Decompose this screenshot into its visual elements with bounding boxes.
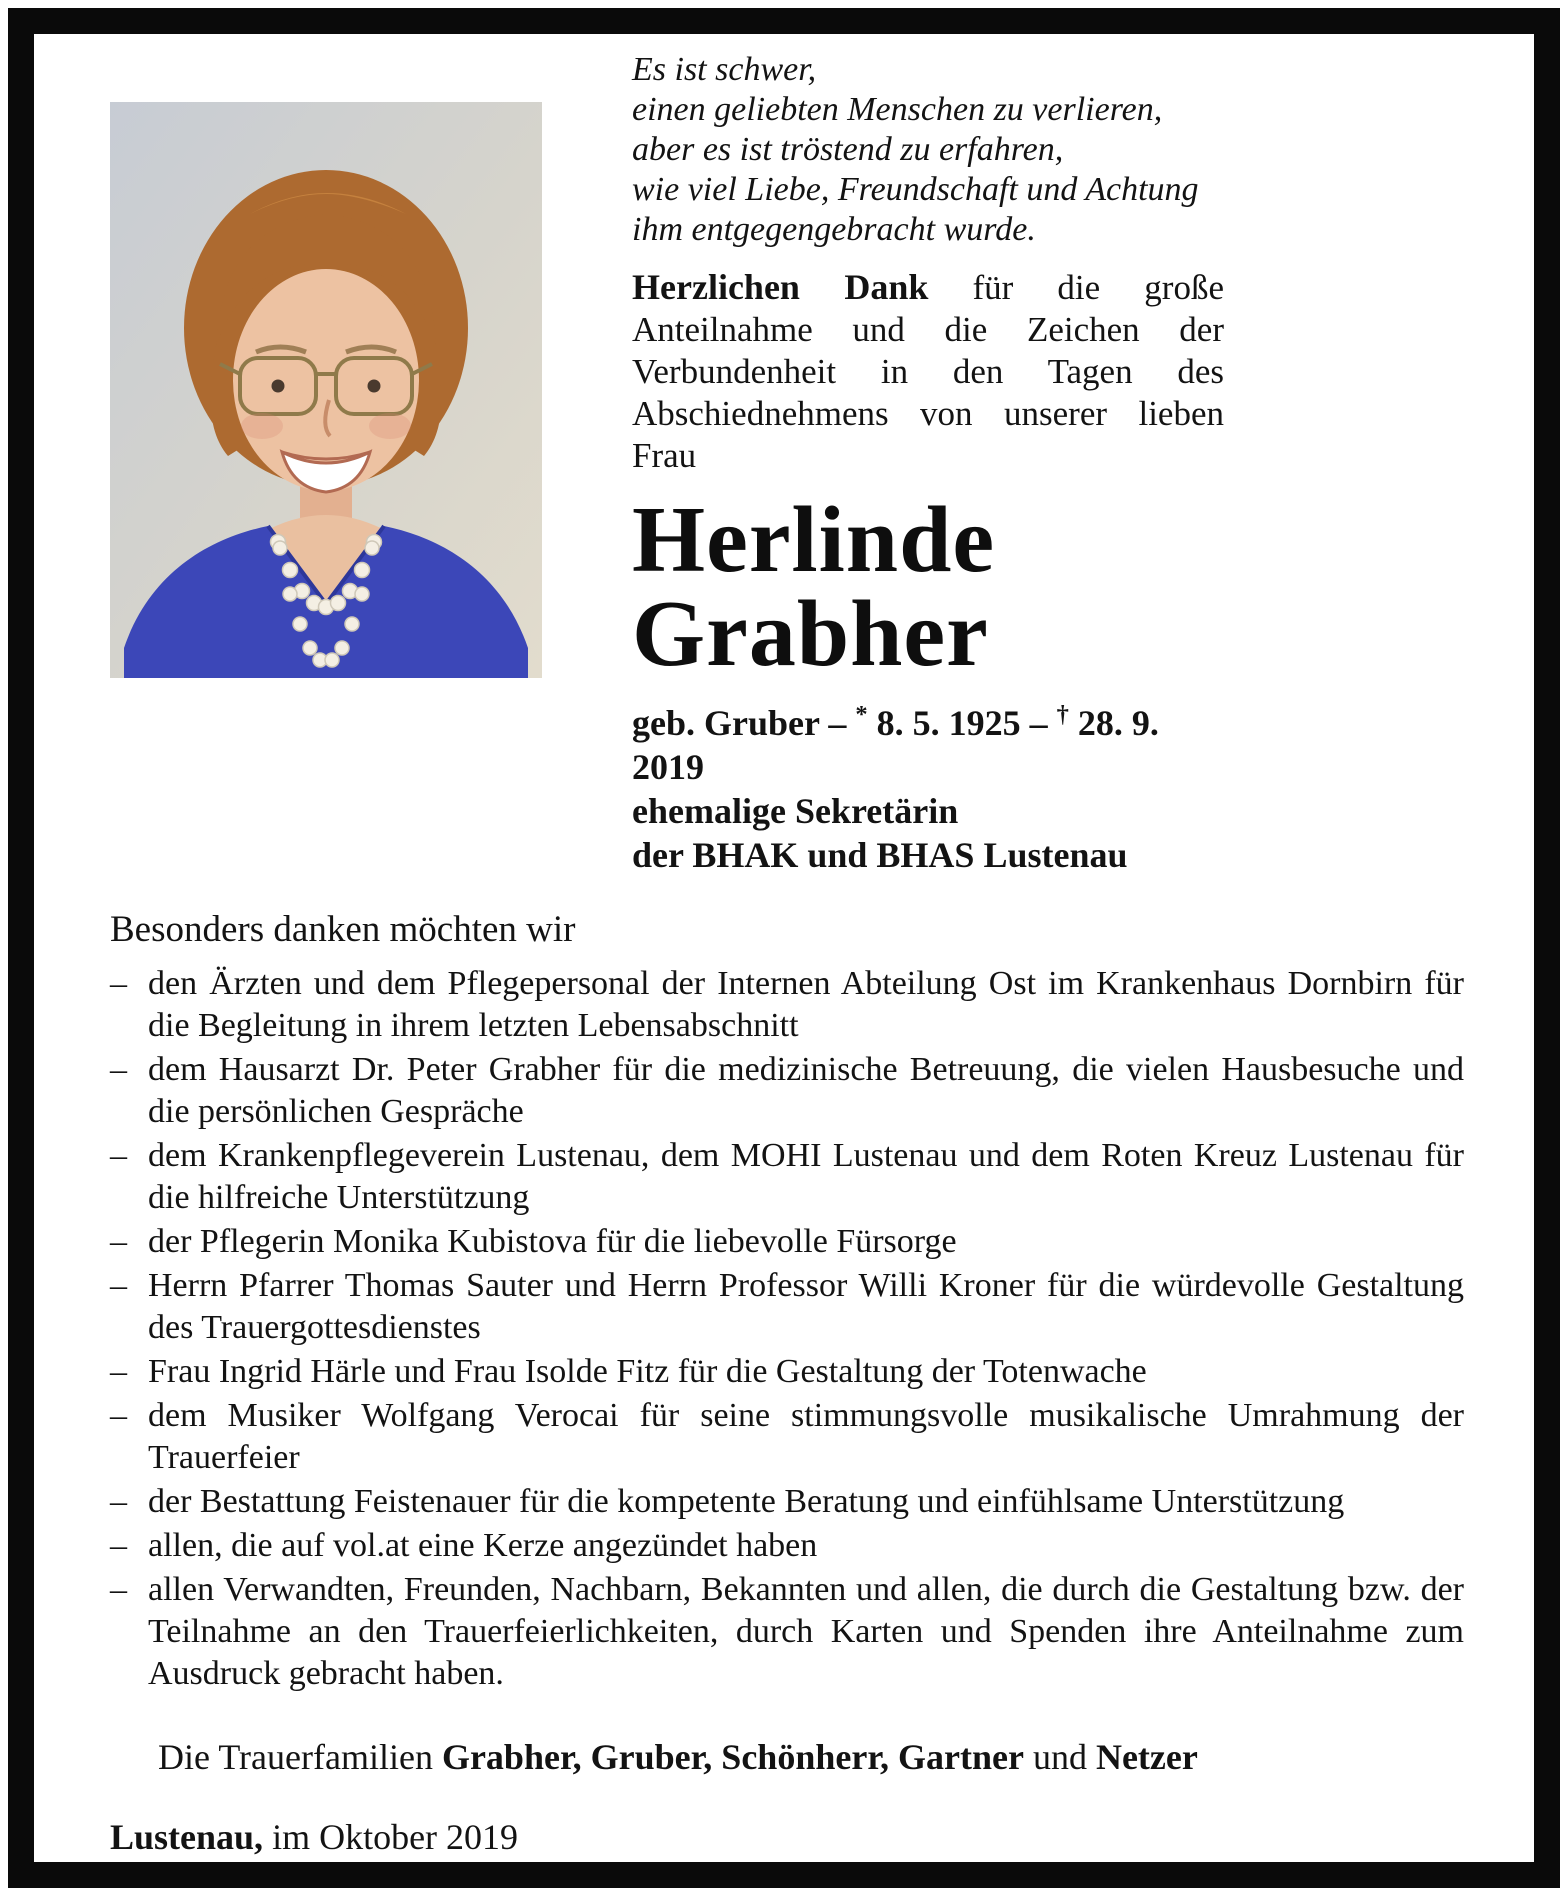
- list-item: [110, 1525, 1464, 1567]
- list-item-text: dem Krankenpflegeverein Lustenau, dem MOHI Lustenau und dem Roten Kreuz Lustenau für die hilfreiche Unterstützung: [148, 1137, 1464, 1216]
- thanks-bold: Herzlichen Dank: [632, 267, 929, 307]
- eye-left: [272, 380, 285, 393]
- list-dash: –: [110, 1137, 127, 1174]
- header-text-column: [632, 46, 1224, 877]
- special-thanks-heading: Besonders danken möchten wir: [110, 909, 576, 950]
- portrait-illustration: [110, 102, 542, 678]
- place-name: Lustenau,: [110, 1817, 264, 1857]
- poem-line: ihm entgegengebracht wurde.: [632, 211, 1036, 248]
- thanks-list: [110, 963, 1464, 1695]
- place-date-line: [110, 1815, 1464, 1859]
- list-item-text: der Bestattung Feistenauer für die kompetente Beratung und einfühlsame Unterstützung: [148, 1483, 1345, 1520]
- list-item: [110, 963, 1464, 1047]
- list-item: [110, 1395, 1464, 1479]
- deceased-name: [632, 488, 1224, 686]
- list-item-text: den Ärzten und dem Pflegepersonal der Internen Abteilung Ost im Krankenhaus Dornbirn für die Begleitung in ihrem letzten Lebensabschnitt: [148, 965, 1464, 1044]
- eye-right: [368, 380, 381, 393]
- list-item-text: dem Hausarzt Dr. Peter Grabher für die medizinische Betreuung, die vielen Hausbesuche und die persönlichen Gespräche: [148, 1051, 1464, 1130]
- list-dash: –: [110, 1483, 127, 1520]
- list-dash: –: [110, 1223, 127, 1260]
- list-item: [110, 1351, 1464, 1393]
- death-cross-symbol: †: [1056, 701, 1069, 728]
- list-dash: –: [110, 1353, 127, 1390]
- name-first: Herlinde: [632, 488, 996, 592]
- family-names-bold: Grabher, Gruber, Schönherr, Gartner: [441, 1737, 1024, 1777]
- list-item: [110, 1221, 1464, 1263]
- obituary-frame: [8, 8, 1560, 1888]
- birth-date: 8. 5. 1925 –: [867, 703, 1057, 743]
- role-line-2: der BHAK und BHAS Lustenau: [632, 835, 1128, 875]
- name-last: Grabher: [632, 582, 989, 686]
- mourning-families-line: [158, 1735, 1464, 1779]
- list-dash: –: [110, 965, 127, 1002]
- top-section: [110, 46, 1464, 877]
- family-name-bold: Netzer: [1095, 1737, 1198, 1777]
- list-item-text: Frau Ingrid Härle und Frau Isolde Fitz für die Gestaltung der Totenwache: [148, 1353, 1147, 1390]
- list-dash: –: [110, 1397, 127, 1434]
- cheek-left: [241, 413, 283, 439]
- list-dash: –: [110, 1527, 127, 1564]
- poem-line: wie viel Liebe, Freundschaft und Achtung: [632, 171, 1199, 208]
- families-prefix: Die Trauerfamilien: [158, 1737, 442, 1777]
- thanks-paragraph: [632, 266, 1224, 477]
- list-item-text: der Pflegerin Monika Kubistova für die liebevolle Fürsorge: [148, 1223, 957, 1260]
- list-item-text: allen Verwandten, Freunden, Nachbarn, Bekannten und allen, die durch die Gestaltung bzw. der Teilnahme an den Trauerfeierlichkeiten, durch Karten und Spenden ihre Anteilnahme zum Ausdruck gebracht haben.: [148, 1571, 1464, 1692]
- cheek-right: [369, 413, 411, 439]
- list-dash: –: [110, 1571, 127, 1608]
- role-line-1: ehemalige Sekretärin: [632, 791, 959, 831]
- portrait-photo: [110, 102, 542, 678]
- poem-line: aber es ist tröstend zu erfahren,: [632, 131, 1064, 168]
- thanks-rest: für die große Anteilnahme und die Zeichen der Verbundenheit in den Tagen des Abschiednehmens von unserer lieben Frau: [632, 268, 1224, 475]
- families-connector: und: [1023, 1737, 1096, 1777]
- list-item: [110, 1569, 1464, 1695]
- poem: [632, 50, 1224, 250]
- vitals-line: [632, 693, 1224, 789]
- maiden-name: geb. Gruber –: [632, 703, 856, 743]
- birth-star-symbol: *: [855, 701, 868, 728]
- death-date: 28. 9. 2019: [632, 703, 1159, 787]
- list-item-text: dem Musiker Wolfgang Verocai für seine stimmungsvolle musikalische Umrahmung der Trauerfeier: [148, 1397, 1464, 1476]
- list-item: [110, 1265, 1464, 1349]
- poem-line: Es ist schwer,: [632, 51, 817, 88]
- list-item-text: allen, die auf vol.at eine Kerze angezündet haben: [148, 1527, 818, 1564]
- poem-line: einen geliebten Menschen zu verlieren,: [632, 91, 1163, 128]
- list-dash: –: [110, 1051, 127, 1088]
- date-text: im Oktober 2019: [263, 1817, 519, 1857]
- list-item: [110, 1049, 1464, 1133]
- list-item: [110, 1135, 1464, 1219]
- list-dash: –: [110, 1267, 127, 1304]
- list-item-text: Herrn Pfarrer Thomas Sauter und Herrn Professor Willi Kroner für die würdevolle Gestaltung des Trauergottesdienstes: [148, 1267, 1464, 1346]
- list-item: [110, 1481, 1464, 1523]
